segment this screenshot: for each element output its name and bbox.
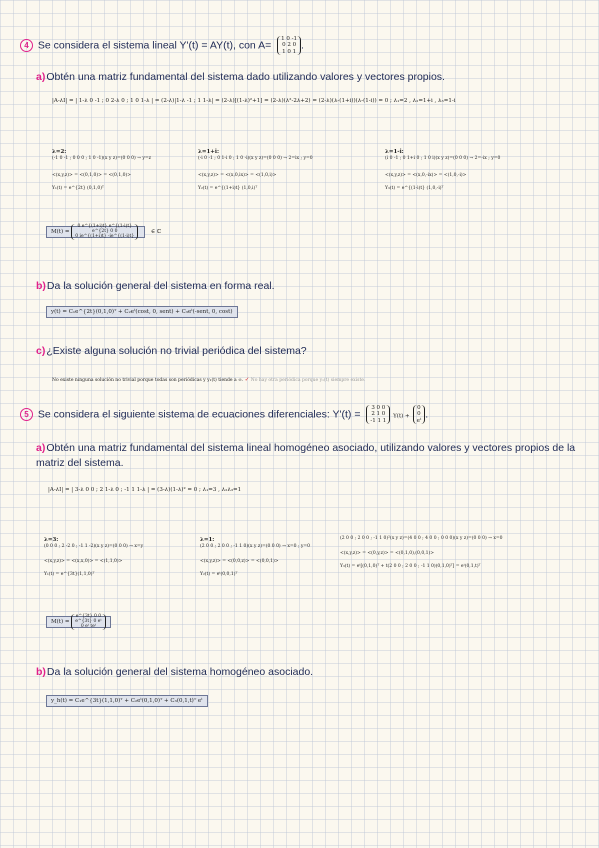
q5a-characteristic-polynomial: |A-λI| = | 3-λ 0 0 ; 2 1-λ 0 ; -1 1 1-λ | = (3-λ)(1-λ)² = 0 ; λ₁=3 , λ₂λ₃=1 (48, 487, 242, 493)
q5a-prompt: a)Obtén una matriz fundamental del sistema lineal homogéneo asociado, utilizando valores y vectores propios de la matriz del sistema. (36, 442, 576, 470)
q4a-eigen-col-1: λ=2: (-1 0 -1 ; 0 0 0 ; 1 0 -1)(x y z)=(0 0 0) → y=z <(x,y,z)> = <(0,1,0)> = <(0,1,0)> Y₁(t) = e^{2t} (0,1,0)ᵀ (52, 149, 152, 191)
q5b-prompt: b)Da la solución general del sistema homogéneo asociado. (36, 666, 314, 678)
check-icon: ✓ (244, 377, 250, 383)
q5-rhs-vector: 0 0 eᵗ (413, 405, 426, 424)
q4-statement-line: 4 Se considera el sistema lineal Y'(t) = AY(t), con A= 1 0 -1 0 2 0 1 0 1 . (20, 36, 304, 55)
q4a-fundamental-box: M(t) = 0 e^{(1+i)t} e^{(1-i)t} e^{2t} 0 0 0 ie^{(1+i)t} -ie^{(1-i)t} (46, 226, 145, 238)
q5b-answer: y_h(t) = C₁e^{3t}(1,1,0)ᵀ + C₂eᵗ(0,1,0)ᵀ + C₃(0,1,t)ᵀ eᵗ (46, 695, 208, 707)
q4b-prompt: b)Da la solución general del sistema en forma real. (36, 280, 275, 292)
q4c-answer-line (52, 377, 582, 383)
q4-statement: Se considera el sistema lineal Y'(t) = AY(t), con A= (37, 39, 272, 52)
q5-number-badge: 5 (20, 408, 33, 421)
q4a-prompt: a)Obtén una matriz fundamental del sistema dado utilizando valores y vectores propios. (36, 71, 445, 83)
q4a-eigen-col-2: λ=1+i: (-i 0 -1 ; 0 1-i 0 ; 1 0 -i)(x y z)=(0 0 0) → 2=ix ; y=0 <(x,y,z)> = <(x,0,ix)> = <(1,0,i)> Y₂(t) = e^{(1+i)t} (1,0,i)ᵀ (198, 149, 313, 191)
q4a-fundamental-matrix: M(t) = 0 e^{(1+i)t} e^{(1-i)t} e^{2t} 0 0 0 ie^{(1+i)t} -ie^{(1-i)t} ∈ ℂ (46, 224, 161, 240)
q5a-fundamental-matrix (46, 614, 111, 630)
q4-matrix-a: 1 0 -1 0 2 0 1 0 1 (277, 36, 301, 55)
q5a-fundamental-box: M(t) = e^{3t} 0 0 e^{3t} 0 eᵗ 0 eᵗ teᵗ (46, 616, 111, 628)
q4c-prompt: c)¿Existe alguna solución no trivial periódica del sistema? (36, 345, 307, 357)
q5a-eigen-col-1: λ=3: (0 0 0 ; 2 -2 0 ; -1 1 -2)(x y z)=(0 0 0) → x=y <(x,y,z)> = <(x,x,0)> = <(1,1,0)> Y₁(t) = e^{3t}(1,1,0)ᵀ (44, 537, 144, 577)
q5-statement: Se considera el siguiente sistema de ecuaciones diferenciales: Y'(t) = (37, 408, 361, 421)
q4a-eigen-col-3: λ=1-i: (i 0 -1 ; 0 1+i 0 ; 1 0 i)(x y z)=(0 0 0) → 2=-ix ; y=0 <(x,y,z)> = <(x,0,-ix)> = <(1,0,-i)> Y₃(t) = e^{(1-i)t} (1,0,-i)ᵀ (385, 149, 501, 191)
q5a-eigen-col-3: (2 0 0 ; 2 0 0 ; -1 1 0)²(x y z)=(4 0 0 ; 4 0 0 ; 0 0 0)(x y z)=(0 0 0) → x=0 <(x,y,z)> = <(0,y,z)> = <(0,1,0),(0,0,1)> Y₃(t) = eᵗ[(0,1,0)ᵀ + t(2 0 0 ; 2 0 0 ; -1 1 0)(0,1,0)ᵀ] = eᵗ(0,1,t)ᵀ (340, 536, 503, 569)
q5-statement-line: 5 Se considera el siguiente sistema de ecuaciones diferenciales: Y'(t) = 3 0 0 2 1 0 -1 1 1 Y(t) + 0 0 eᵗ . (20, 405, 428, 424)
q4-number-badge: 4 (20, 39, 33, 52)
q4c-answer: No existe ninguna solución no trivial porque todas son periódicas y y₁(t) tiende a ∞. (52, 378, 244, 383)
q5-matrix: 3 0 0 2 1 0 -1 1 1 (366, 405, 390, 424)
q4c-note: No hay otra periódica porque y₁(t) siempre existe. (250, 378, 366, 383)
q4a-characteristic-polynomial: |A-λI| = | 1-λ 0 -1 ; 0 2-λ 0 ; 1 0 1-λ | = (2-λ)|1-λ -1 ; 1 1-λ| = (2-λ)[(1-λ)²+1] = (2-λ)(λ²-2λ+2) = (2-λ)(λ-(1+i))(λ-(1-i)) = 0 ; λ₁=2 , λ₂=1+i , λ₃=1-i (52, 98, 456, 104)
q4b-answer: y(t) = C₁e^{2t}(0,1,0)ᵀ + C₂eᵗ(cost, 0, sent) + C₃eᵗ(-sent, 0, cost) (46, 306, 238, 318)
q5a-eigen-col-2: λ=1: (2 0 0 ; 2 0 0 ; -1 1 0)(x y z)=(0 0 0) → x=0 ; y=0 <(x,y,z)> = <(0,0,z)> = <(0,0,1)> Y₂(t) = eᵗ(0,0,1)ᵀ (200, 537, 311, 577)
